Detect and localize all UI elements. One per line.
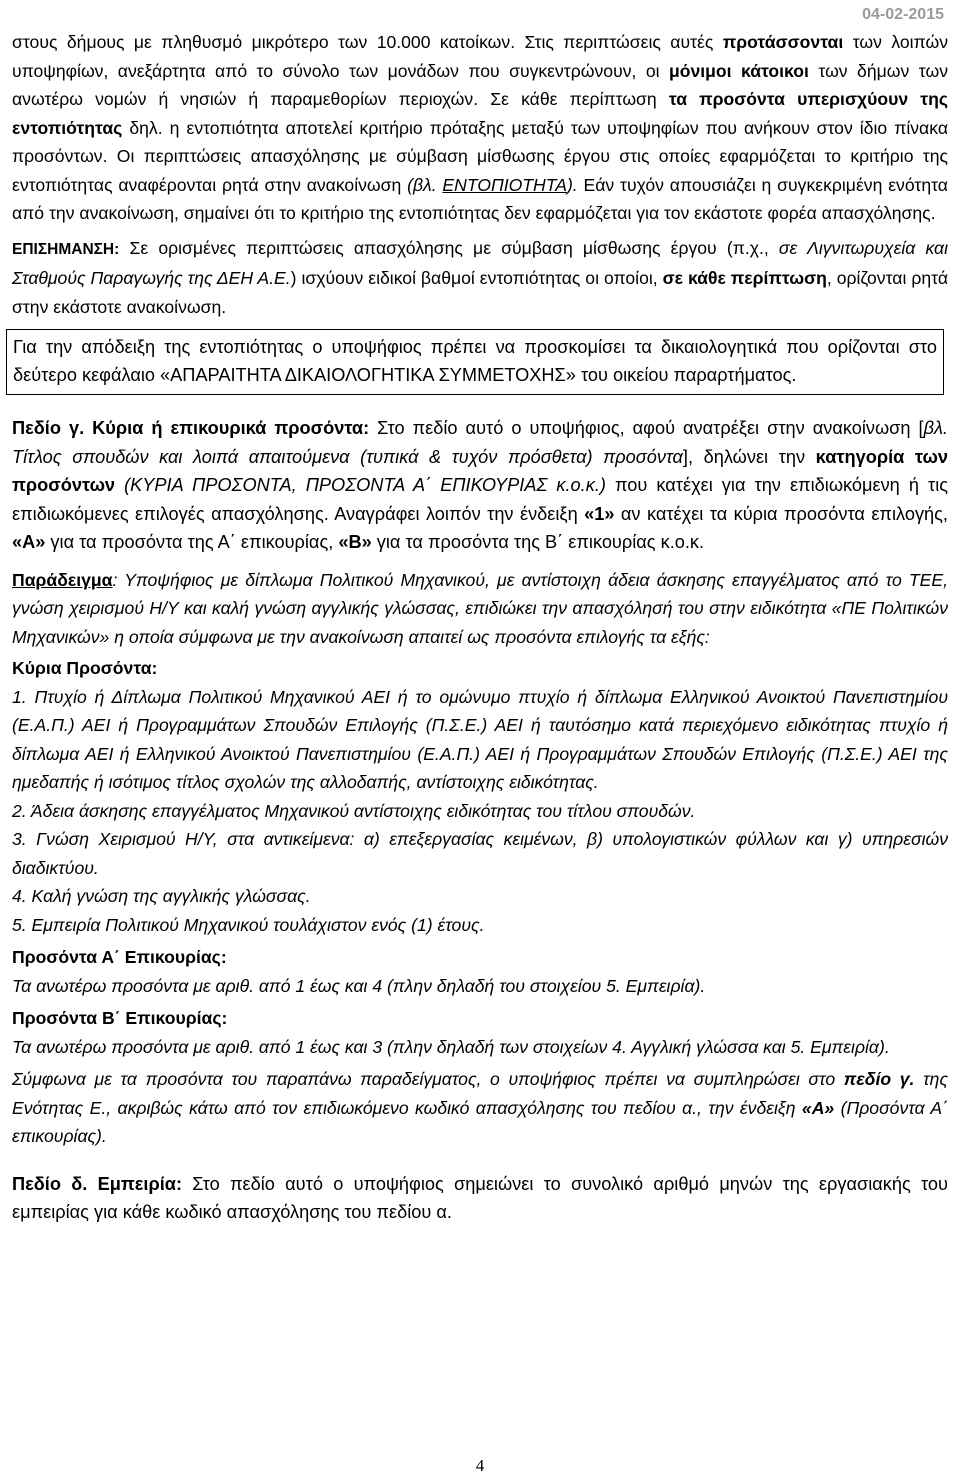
supplementary-b-text: Τα ανωτέρω προσόντα με αριθ. από 1 έως και 3 (πλην δηλαδή των στοιχείων 4. Αγγλική γλώσσα και 5. Εμπειρία). <box>12 1036 890 1057</box>
example-conclusion: Σύμφωνα με τα προσόντα του παραπάνω παραδείγματος, ο υποψήφιος πρέπει να συμπληρώσει στο πεδίο γ. της Ενότητας Ε., ακριβώς κάτω από τον επιδιωκόμενο κωδικό απασχόλησης του πεδίου α., την ένδειξη «Α» (Προσόντα Α΄ επικουρίας). <box>12 1069 949 1146</box>
locality-section-link: ΕΝΤΟΠΙΟΤΗΤΑ <box>442 174 567 195</box>
example-label: Παράδειγμα <box>12 569 113 590</box>
qualification-item-1: 1. Πτυχίο ή Δίπλωμα Πολιτικού Μηχανικού ΑΕΙ ή το ομώνυμο πτυχίο ή δίπλωμα Ελληνικού Ανοικτού Πανεπιστημίου (Ε.Α.Π.) ΑΕΙ ή Προγραμμάτων Σπουδών Επιλογής (Π.Σ.Ε.) ΑΕΙ ή ταυτόσημο κατά περιεχόμενο ειδικότητας πτυχίο ή δίπλωμα ΑΕΙ ή Ελληνικού Ανοικτού Πανεπιστημίου (Ε.Α.Π.) ΑΕΙ ή Προγραμμάτων Σπουδών Επιλογής (Π.Σ.Ε.) ΑΕΙ της ημεδαπής ή ισότιμος τίτλος σχολών της αλλοδαπής, αντίστοιχης ειδικότητας. <box>12 686 948 792</box>
example-section <box>12 566 948 1151</box>
qualification-item-3: 3. Γνώση Χειρισμού Η/Υ, στα αντικείμενα: α) επεξεργασίας κειμένων, β) υπολογιστικών φύλλων και γ) υπηρεσιών διαδικτύου. <box>12 829 948 878</box>
locality-paragraph: στους δήμους με πληθυσμό μικρότερο των 10.000 κατοίκων. Στις περιπτώσεις αυτές προτάσσονται των λοιπών υποψηφίων, ανεξάρτητα από το σύνολο των μονάδων που συγκεντρώνουν, οι μόνιμοι κάτοικοι των δήμων των ανωτέρω νομών ή νησιών ή παραμεθορίων περιοχών. Σε κάθε περίπτωση τα προσόντα υπερισχύουν της εντοπιότητας δηλ. η εντοπιότητα αποτελεί κριτήριο πρόταξης μεταξύ των υποψηφίων που ανήκουν στον ίδιο πίνακα προσόντων. Οι περιπτώσεις απασχόλησης με σύμβαση μίσθωσης έργου στις οποίες εφαρμόζεται το κριτήριο της εντοπιότητας αναφέρονται ρητά στην ανακοίνωση (βλ. ΕΝΤΟΠΙΟΤΗΤΑ). Εάν τυχόν απουσιάζει η συγκεκριμένη ενότητα από την ανακοίνωση, σημαίνει ότι το κριτήριο της εντοπιότητας δεν εφαρμόζεται για τον εκάστοτε φορέα απασχόλησης. <box>12 32 948 223</box>
qualification-item-5: 5. Εμπειρία Πολιτικού Μηχανικού τουλάχιστον ενός (1) έτους. <box>12 914 485 935</box>
field-c-heading: Πεδίο γ. Κύρια ή επικουρικά προσόντα: <box>12 418 370 438</box>
field-d-heading: Πεδίο δ. Εμπειρία: <box>12 1173 182 1194</box>
example-intro: Παράδειγμα: Υποψήφιος με δίπλωμα Πολιτικού Μηχανικού, με αντίστοιχη άδεια άσκησης επαγγέλματος από το ΤΕΕ, γνώση χειρισμού Η/Υ και καλή γνώση αγγλικής γλώσσας, επιδιώκει την απασχόλησή του στην ειδικότητα «ΠΕ Πολιτικών Μηχανικών» η οποία σύμφωνα με την ανακοίνωση απαιτεί ως προσόντα επιλογής τα εξής: <box>12 569 948 647</box>
field-c-paragraph: Πεδίο γ. Κύρια ή επικουρικά προσόντα: Στο πεδίο αυτό ο υποψήφιος, αφού ανατρέξει στην ανακοίνωση [βλ. Τίτλος σπουδών και λοιπά απαιτούμενα (τυπικά & τυχόν πρόσθετα) προσόντα], δηλώνει την κατηγορία των προσόντων (ΚΥΡΙΑ ΠΡΟΣΟΝΤΑ, ΠΡΟΣΟΝΤΑ Α΄ ΕΠΙΚΟΥΡΙΑΣ κ.ο.κ.) που κατέχει για την επιδιωκόμενη ή τις επιδιωκόμενες επιλογές απασχόλησης. Αναγράφει λοιπόν την ένδειξη «1» αν κατέχει τα κύρια προσόντα επιλογής, «Α» για τα προσόντα της Α΄ επικουρίας, «Β» για τα προσόντα της Β΄ επικουρίας κ.ο.κ. <box>12 418 949 552</box>
qualification-item-2: 2. Άδεια άσκησης επαγγέλματος Μηχανικού αντίστοιχης ειδικότητας του τίτλου σπουδών. <box>12 800 696 821</box>
page-number: 4 <box>475 1456 485 1475</box>
supplementary-a-heading: Προσόντα Α΄ Επικουρίας: <box>12 947 227 967</box>
document-date: 04-02-2015 <box>862 6 944 23</box>
proof-of-locality-box: Για την απόδειξη της εντοπιότητας ο υποψήφιος πρέπει να προσκομίσει τα δικαιολογητικά που ορίζονται στο δεύτερο κεφάλαιο «ΑΠΑΡΑΙΤΗΤΑ ΔΙΚΑΙΟΛΟΓΗΤΙΚΑ ΣΥΜΜΕΤΟΧΗΣ» του οικείου παραρτήματος. <box>6 329 944 395</box>
supplementary-b-heading: Προσόντα Β΄ Επικουρίας: <box>12 1008 228 1028</box>
document-page <box>12 28 948 1227</box>
notice-paragraph: ΕΠΙΣΗΜΑΝΣΗ: Σε ορισμένες περιπτώσεις απασχόλησης με σύμβαση μίσθωσης έργου (π.χ., σε Λιγνιτωρυχεία και Σταθμούς Παραγωγής της ΔΕΗ Α.Ε.) ισχύουν ειδικοί βαθμοί εντοπιότητας οι οποίοι, σε κάθε περίπτωση, ορίζονται ρητά στην εκάστοτε ανακοίνωση. <box>12 237 948 317</box>
field-d-paragraph: Πεδίο δ. Εμπειρία: Στο πεδίο αυτό ο υποψήφιος σημειώνει το συνολικό αριθμό μηνών της εργασιακής του εμπειρίας για κάθε κωδικό απασχόλησης του πεδίου α. <box>12 1173 948 1222</box>
main-qualifications-heading: Κύρια Προσόντα: <box>12 658 158 678</box>
supplementary-a-text: Τα ανωτέρω προσόντα με αριθ. από 1 έως και 4 (πλην δηλαδή του στοιχείου 5. Εμπειρία). <box>12 975 706 996</box>
qualification-item-4: 4. Καλή γνώση της αγγλικής γλώσσας. <box>12 886 311 906</box>
notice-label: ΕΠΙΣΗΜΑΝΣΗ: <box>12 240 120 258</box>
